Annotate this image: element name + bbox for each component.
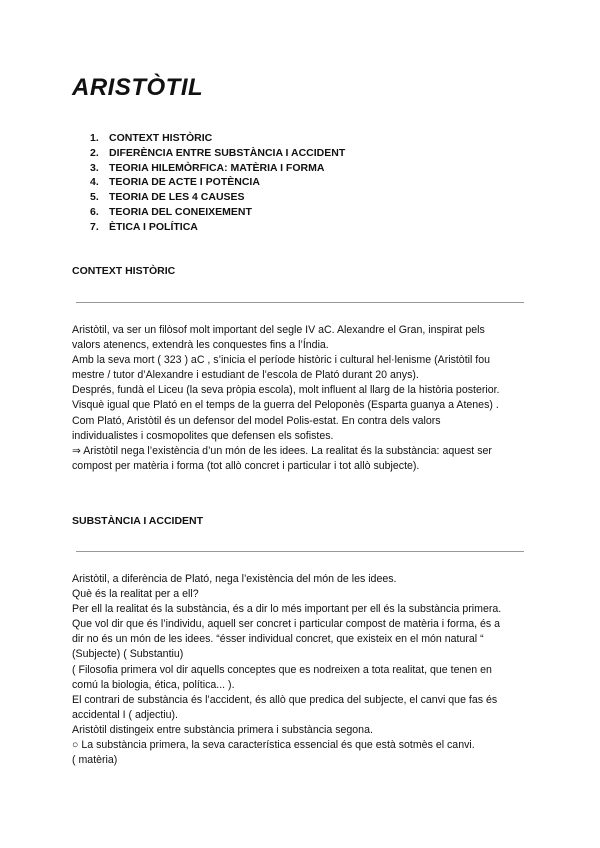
paragraph-line: Després, fundà el Liceu (la seva pròpia escola), molt influent al llarg de la història posterior. <box>72 384 500 397</box>
paragraph-line: ( Filosofia primera vol dir aquells conceptes que es nodreixen a tota realitat, que tenen en <box>72 663 492 676</box>
toc-item-number: 1. <box>90 132 99 144</box>
toc-item-label: DIFERÈNCIA ENTRE SUBSTÀNCIA I ACCIDENT <box>109 146 346 159</box>
toc-item-number: 7. <box>90 220 99 233</box>
toc-item <box>90 220 345 235</box>
paragraph-line: Què és la realitat per a ell? <box>72 588 199 601</box>
toc-item-number: 4. <box>90 176 99 189</box>
paragraph-line: El contrari de substància és l’accident, és allò que predica del subjecte, el canvi que fas és <box>72 693 498 706</box>
toc-item <box>90 190 345 205</box>
section-heading-context: CONTEXT HISTÒRIC <box>72 265 176 277</box>
toc-item-label: TEORIA HILEMÒRFICA: MATÈRIA I FORMA <box>109 161 325 174</box>
toc-item <box>90 131 345 146</box>
paragraph-line: Amb la seva mort ( 323 ) aC , s’inicia el període històric i cultural hel·lenisme (Aristòtil fou <box>72 354 491 367</box>
toc-item-number: 5. <box>90 191 99 204</box>
toc-item-label: TEORIA DEL CONEIXEMENT <box>109 205 252 218</box>
section-divider <box>76 551 524 552</box>
paragraph-line: Com Plató, Aristòtil és un defensor del model Polis-estat. En contra dels valors <box>72 414 441 427</box>
paragraph-line: accidental I ( adjectiu). <box>72 708 178 721</box>
paragraph-line: Aristòtil distingeix entre substància primera i substància segona. <box>72 723 373 736</box>
paragraph-line: valors atenencs, extendrà les conquestes fins a l’Índia. <box>72 339 329 352</box>
paragraph-line: ⇒ Aristòtil nega l’existència d’un món de les idees. La realitat és la substància: aquest ser <box>72 444 492 457</box>
paragraph-line: Aristòtil, a diferència de Plató, nega l’existència del món de les idees. <box>72 573 397 585</box>
toc-item-label: ÈTICA I POLÍTICA <box>109 220 198 233</box>
toc-item <box>90 161 345 176</box>
paragraph-line: Visquè igual que Plató en el temps de la guerra del Peloponès (Esparta guanya a Atenes) . <box>72 399 499 412</box>
toc-item <box>90 146 345 161</box>
paragraph-line: dir no és un món de les idees. “ésser individual concret, que existeix en el món natural “ <box>72 633 484 646</box>
section-divider <box>76 302 524 303</box>
toc-item-number: 6. <box>90 205 99 218</box>
paragraph-line: comú la biologia, ética, política... ). <box>72 678 235 691</box>
paragraph-line: (Subjecte) ( Substantiu) <box>72 648 184 661</box>
toc-item-label: TEORIA DE ACTE I POTÈNCIA <box>109 176 260 189</box>
section-heading-substance: SUBSTÀNCIA I ACCIDENT <box>72 515 204 527</box>
paragraph-line: ( matèria) <box>72 754 118 767</box>
section-body-context <box>72 323 542 474</box>
paragraph-line: mestre / tutor d’Alexandre i estudiant de l’escola de Plató durant 20 anys). <box>72 369 419 382</box>
table-of-contents <box>90 131 345 235</box>
document-title: ARISTÒTIL <box>72 74 204 101</box>
toc-item <box>90 175 345 190</box>
paragraph-line: individualistes i cosmopolites que defensen els sofistes. <box>72 429 334 442</box>
toc-item-number: 3. <box>90 161 99 174</box>
paragraph-line: Que vol dir que és l’individu, aquell ser concret i particular compost de matèria i forma, és a <box>72 618 501 631</box>
paragraph-line: ○ La substància primera, la seva característica essencial és que està sotmès el canvi. <box>72 739 475 752</box>
paragraph-line: Aristòtil, va ser un filòsof molt important del segle IV aC. Alexandre el Gran, inspirat pels <box>72 324 485 336</box>
toc-item-label: CONTEXT HISTÒRIC <box>109 132 213 144</box>
paragraph-line: compost per matèria i forma (tot allò concret i particular i tot allò subjecte). <box>72 459 420 472</box>
toc-item-number: 2. <box>90 146 99 159</box>
paragraph-line: Per ell la realitat és la substància, és a dir lo més important per ell és la substància primera. <box>72 603 502 616</box>
toc-item <box>90 205 345 220</box>
section-body-substance <box>72 572 542 768</box>
toc-item-label: TEORIA DE LES 4 CAUSES <box>109 191 245 204</box>
